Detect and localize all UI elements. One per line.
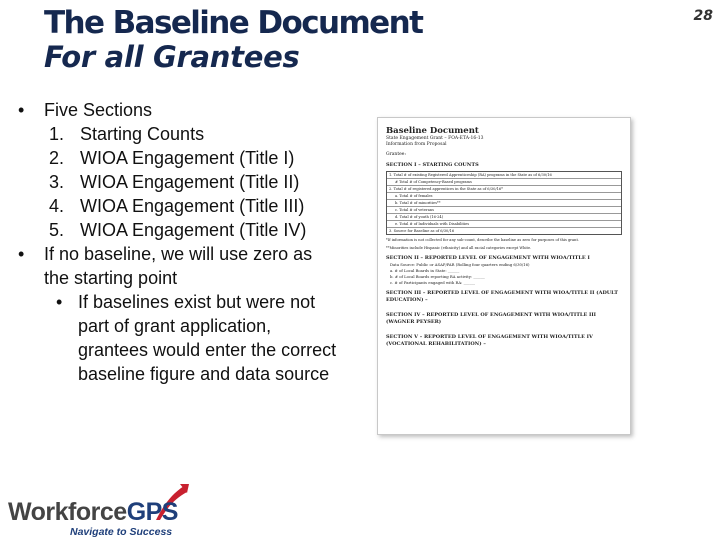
document-footnote: *If information is not collected for any sub-count, describe the baseline as zero for purposes of this grant. (386, 238, 580, 242)
logo-word-workforce: Workforce (8, 498, 127, 526)
item-number: 3. (49, 172, 65, 192)
document-section-heading: SECTION II – REPORTED LEVEL OF ENGAGEMENT WITH WIOA/TITLE I (386, 255, 590, 261)
item-number: 1. (49, 124, 65, 144)
document-line: b. # of Local Boards reporting RA activity: ______ (390, 274, 485, 279)
numbered-item (18, 218, 338, 242)
document-table-row: a. Total # of females (387, 193, 621, 200)
document-table-row: 3. Source for Baseline as of 6/30/16 (389, 229, 455, 233)
document-grantee-label: Grantee: (386, 152, 406, 157)
logo-wordmark (8, 498, 178, 527)
slide-title (44, 6, 422, 74)
bullet-item (18, 242, 338, 290)
page-number: 28 (693, 8, 713, 24)
item-text: WIOA Engagement (Title I) (80, 148, 295, 168)
document-title: Baseline Document (386, 126, 479, 136)
document-section-heading: SECTION IV – REPORTED LEVEL OF ENGAGEMENT WITH WIOA/TITLE III (WAGNER PEYSER) (386, 312, 597, 325)
bullet-marker: • (18, 244, 25, 264)
item-text: Starting Counts (80, 124, 205, 144)
item-text: WIOA Engagement (Title III) (80, 196, 305, 216)
logo-word-gps: GPS (126, 498, 178, 526)
document-table-row: 2. Total # of registered apprentices in the State as of 6/30/16* (387, 186, 621, 193)
document-table-row: e. Total # of Individuals with Disabilities (387, 221, 621, 228)
numbered-item (18, 146, 338, 170)
bullet-text: If no baseline, we will use zero as the starting point (44, 244, 313, 288)
numbered-item (18, 194, 338, 218)
document-table-row: # Total # of Competency-Based programs (387, 179, 621, 186)
bullet-marker: • (18, 100, 25, 120)
document-subtitle: State Engagement Grant – FOA-ETA-16-13 (386, 136, 484, 141)
logo-tagline: Navigate to Success (70, 526, 173, 538)
item-number: 5. (49, 220, 65, 240)
bullet-text: Five Sections (44, 100, 153, 120)
bullet-marker: • (56, 292, 63, 312)
item-number: 4. (49, 196, 65, 216)
bullet-list (18, 98, 338, 386)
document-line: a. # of Local Boards in State: ______ (390, 268, 460, 273)
workforcegps-logo (8, 482, 228, 540)
baseline-document-image (377, 117, 631, 435)
document-section-heading: SECTION III – REPORTED LEVEL OF ENGAGEMENT WITH WIOA/TITLE II (ADULT EDUCATION) – (386, 290, 618, 303)
document-table-row: 1. Total # of existing Registered Apprenticeship (RA) programs in the State as of 6/30/16 (387, 172, 621, 179)
document-section-heading: SECTION V – REPORTED LEVEL OF ENGAGEMENT WITH WIOA/TITLE IV (VOCATIONAL REHABILITATION) – (386, 334, 593, 347)
document-content (386, 126, 622, 348)
document-table-row: c. Total # of veterans (387, 207, 621, 214)
numbered-item (18, 170, 338, 194)
bullet-text: If baselines exist but were not part of grant application, grantees would enter the correct baseline figure and data source (78, 292, 337, 384)
bullet-item (18, 98, 338, 122)
document-line: Data Source: Public or ASAP/PAR (Rolling four quarters ending 6/30/16) (390, 262, 530, 267)
document-table (386, 171, 622, 235)
item-text: WIOA Engagement (Title II) (80, 172, 300, 192)
sub-bullet-item (18, 290, 338, 386)
document-table-row: d. Total # of youth (16-24) (387, 214, 621, 221)
item-text: WIOA Engagement (Title IV) (80, 220, 307, 240)
item-number: 2. (49, 148, 65, 168)
document-line: c. # of Participants engaged with RA: ______ (390, 280, 476, 285)
numbered-item (18, 122, 338, 146)
document-footnote: **Minorities include Hispanic (ethnicity) and all racial categories except White. (386, 246, 532, 250)
document-table-row: b. Total # of minorities** (387, 200, 621, 207)
document-subtitle: Information from Proposal (386, 142, 447, 147)
slide-title-line-1: The Baseline Document (44, 5, 423, 41)
document-section-heading: SECTION I – STARTING COUNTS (386, 162, 479, 168)
slide-title-line-2: For all Grantees (44, 40, 300, 74)
